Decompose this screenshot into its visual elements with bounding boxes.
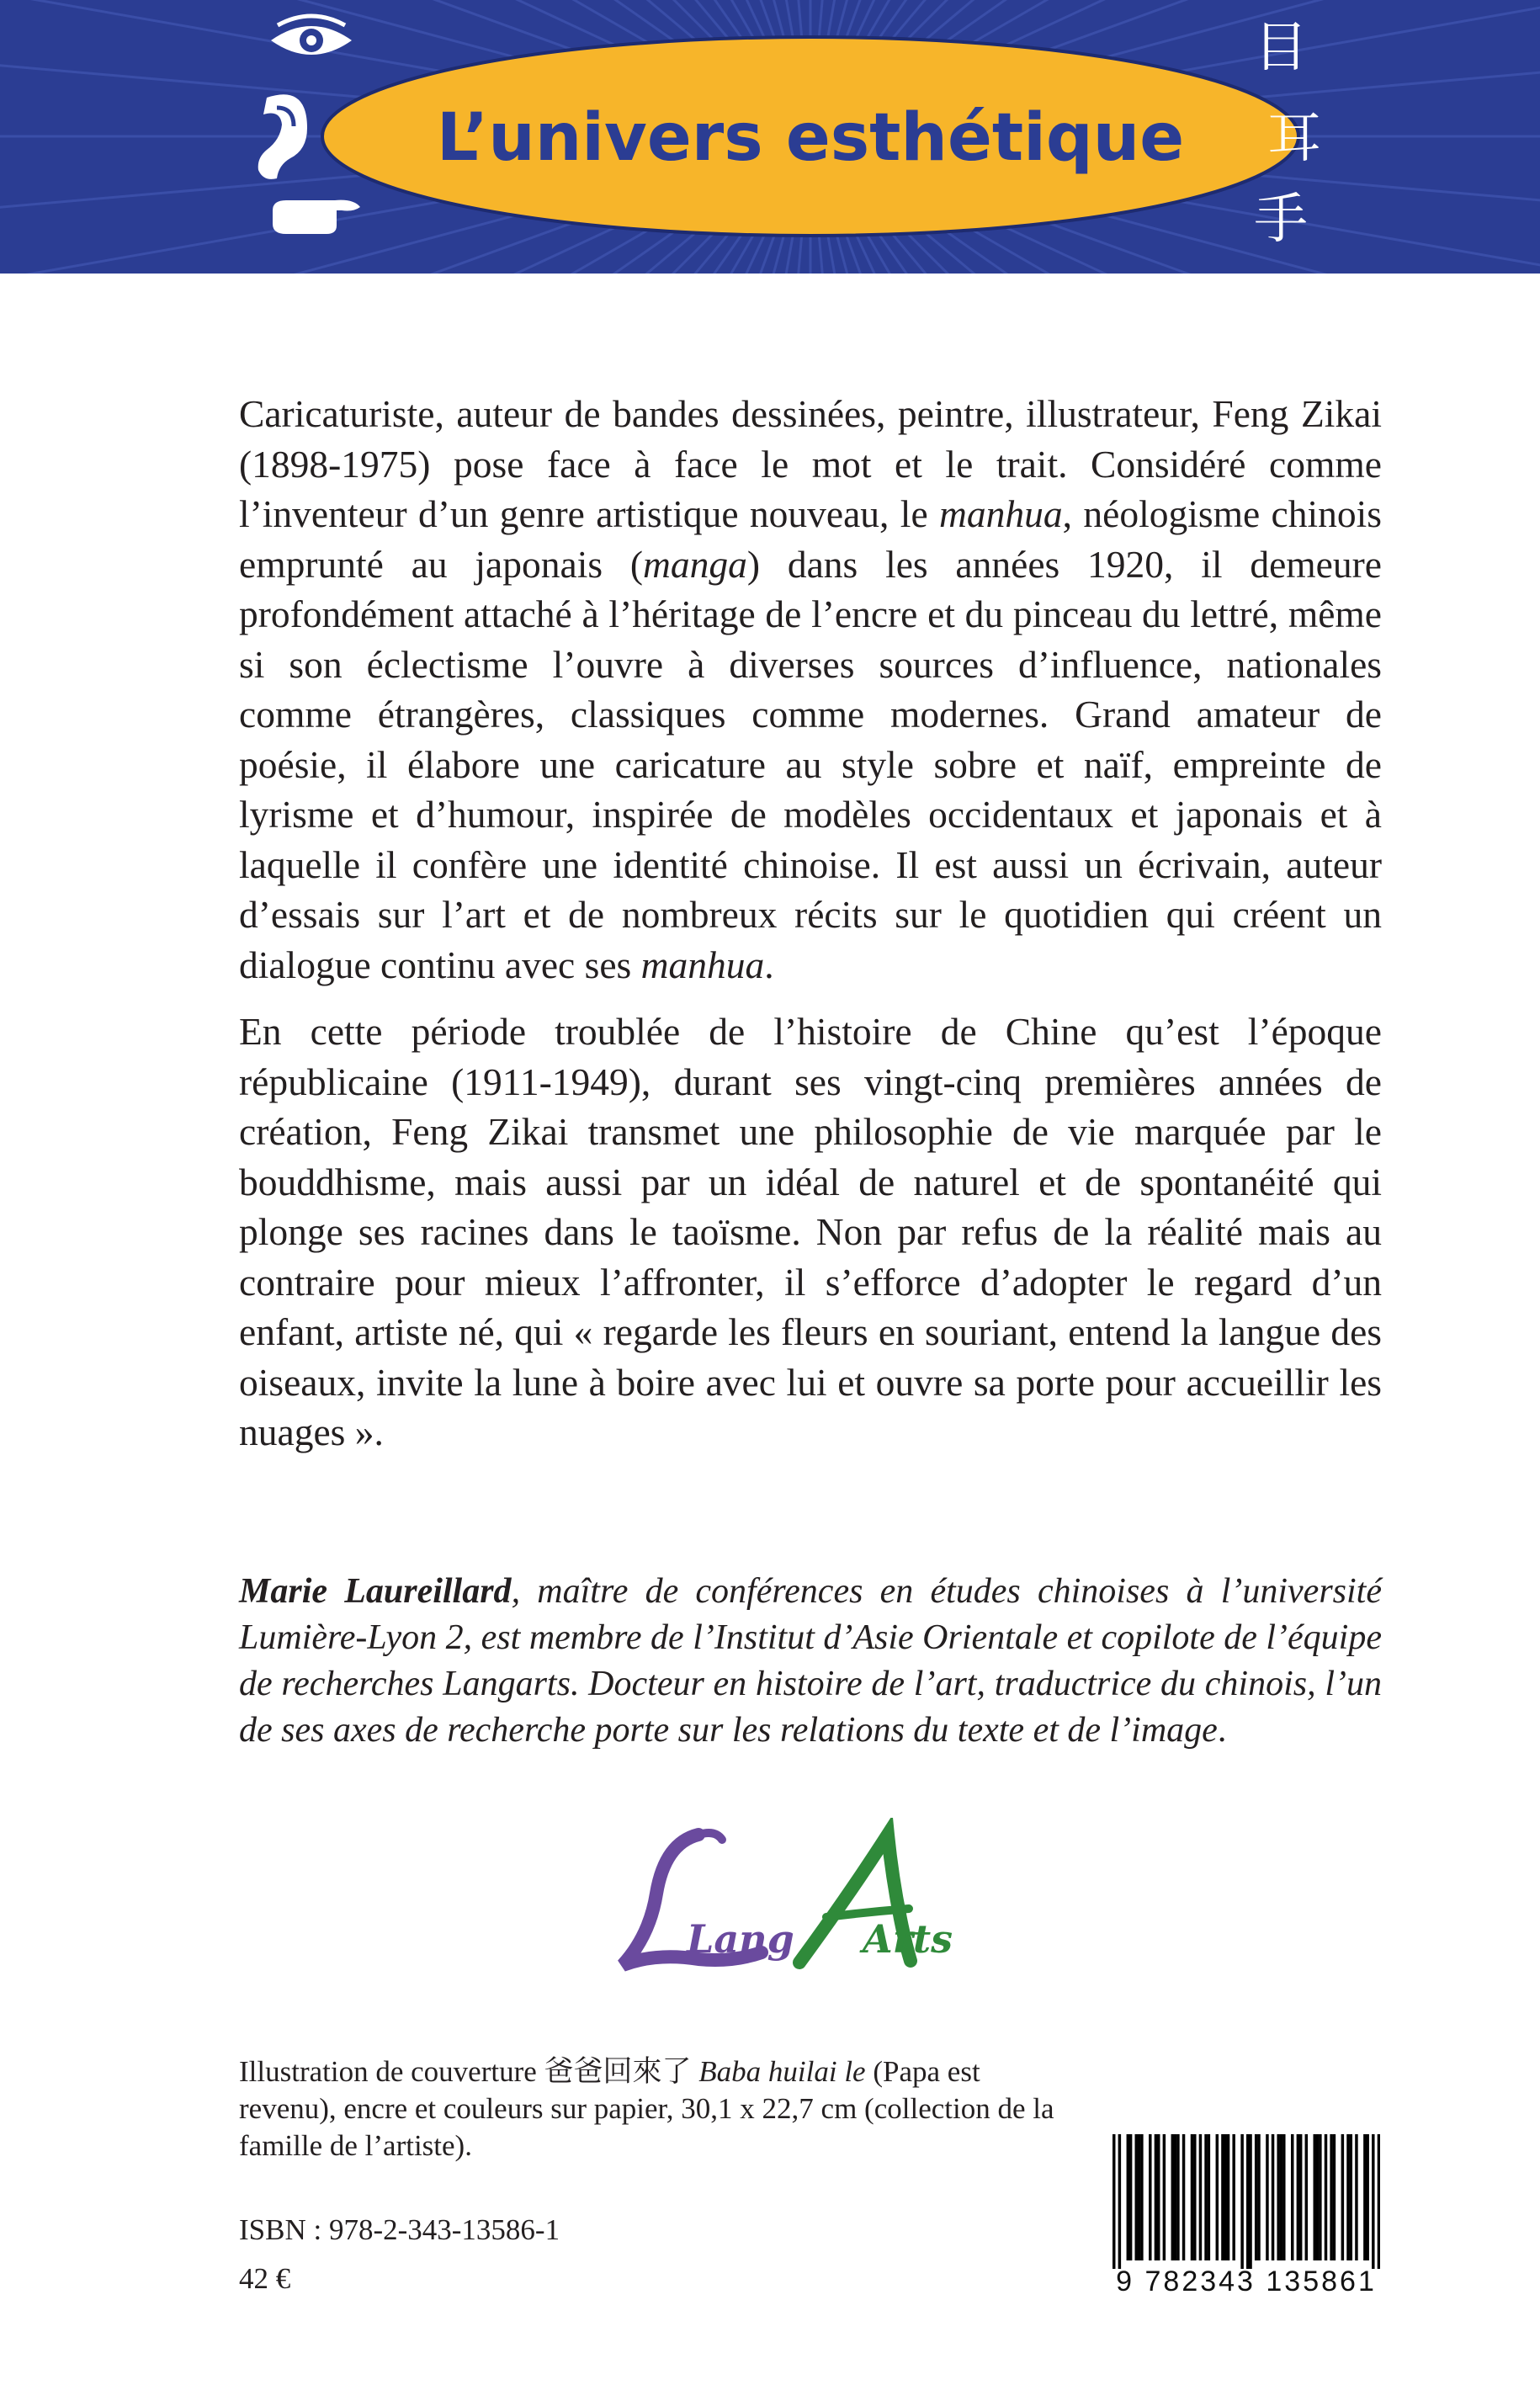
credit-artwork-title: Baba huilai le	[698, 2055, 866, 2088]
barcode-bar	[1193, 2134, 1196, 2260]
blurb-paragraph-1	[239, 389, 1382, 990]
barcode-bar	[1240, 2134, 1243, 2269]
cover-illustration-credit	[239, 2053, 1064, 2165]
barcode-bar	[1366, 2134, 1368, 2260]
barcode-bar	[1135, 2134, 1138, 2260]
p1-term-manhua: manhua	[939, 492, 1063, 535]
credit-text-a: Illustration de couverture	[239, 2055, 544, 2088]
barcode-bar	[1113, 2134, 1115, 2269]
barcode-bar	[1149, 2134, 1151, 2260]
price: 42 €	[239, 2262, 291, 2295]
barcode-bar	[1299, 2134, 1302, 2260]
p1-text-g: .	[764, 943, 774, 986]
author-bio-end: .	[1217, 1711, 1227, 1750]
p1-term-manhua-2: manhua	[640, 943, 765, 986]
langarts-logo-art	[606, 1818, 1027, 1986]
barcode-bar	[1171, 2134, 1174, 2260]
blurb-paragraph-2: En cette période troublée de l’histoire de Chine qu’est l’époque républicaine (1911-1949), durant ses vingt-cinq premières années de création, Feng Zikai transmet une philosophie de vie marquée par le bouddhisme, mais aussi par un idéal de naturel et de spontanéité qui plonge ses racines dans le taoïsme. Non par refus de la réalité mais au contraire pour mieux l’affronter, il s’efforce d’adopter le regard d’un enfant, artiste né, qui « regarde les fleurs en souriant, entend la langue des oiseaux, invite la lune à boire avec lui et ouvre sa porte pour accueillir les nuages ».	[239, 1010, 1382, 1453]
barcode-bar	[1333, 2134, 1336, 2260]
barcode-bar	[1232, 2134, 1235, 2260]
barcode-bar	[1305, 2134, 1308, 2260]
back-cover-blurb	[239, 389, 1382, 1474]
header-banner-art	[0, 0, 1540, 274]
p1-text-a: Caricaturiste, auteur de bandes dessinées, peintre, illustrateur, Feng Zikai (1898-1975) pose face à face le mot et le trait. Considéré comme l’inventeur d’un genre artistique nouveau, le	[239, 392, 1382, 535]
barcode-bar	[1191, 2134, 1193, 2260]
barcode-bar	[1199, 2134, 1202, 2260]
barcode-bar	[1204, 2134, 1207, 2260]
barcode-bar	[1316, 2134, 1319, 2260]
barcode-bar	[1277, 2134, 1279, 2260]
barcode-bar	[1291, 2134, 1293, 2260]
barcode-bar	[1174, 2134, 1176, 2260]
credit-text-b: (Papa est revenu), encre et couleurs sur papier, 30,1 x 22,7 cm (collection de la famille de l’artiste).	[239, 2055, 1054, 2162]
barcode-bar	[1346, 2134, 1349, 2260]
author-bio	[239, 1569, 1382, 1754]
barcode-bar	[1255, 2134, 1257, 2260]
barcode-bar	[1372, 2134, 1374, 2269]
author-bio-text: , maître de conférences en études chinoises à l’université Lumière-Lyon 2, est membre de l’Institut d’Asie Orientale et copilote de l’équipe de recherches Langarts. Docteur en histoire de l’art, traductrice du chinois, l’un de ses axes de recherche porte sur les relations du texte et de l’image	[239, 1572, 1382, 1750]
barcode-bar	[1378, 2134, 1380, 2269]
barcode-bar	[1176, 2134, 1179, 2260]
barcode-bar	[1249, 2134, 1251, 2269]
barcode-bar	[1350, 2134, 1352, 2260]
series-title: L’univers esthétique	[436, 100, 1185, 176]
p1-text-c: , néologisme chinois emprunté au japonais (	[239, 492, 1382, 586]
isbn-number: ISBN : 978-2-343-13586-1	[239, 2213, 560, 2246]
barcode-bar	[1182, 2134, 1185, 2260]
barcode-bar	[1155, 2134, 1157, 2260]
author-name: Marie Laureillard	[239, 1572, 512, 1611]
barcode-bar	[1272, 2134, 1274, 2260]
barcode-bar	[1221, 2134, 1224, 2260]
barcode-bar	[1127, 2134, 1129, 2260]
credit-cjk-title: 爸爸回來了	[544, 2055, 692, 2089]
barcode-bar	[1266, 2134, 1268, 2260]
barcode-bar	[1216, 2134, 1219, 2260]
cjk-hand-char: 手	[1254, 189, 1308, 251]
cjk-ear-char: 耳	[1267, 108, 1321, 170]
cjk-eye-char: 目	[1254, 17, 1308, 79]
header-banner	[0, 0, 1540, 274]
barcode-bar	[1341, 2134, 1344, 2260]
barcode-digits: 9 782343 135861	[1116, 2265, 1377, 2297]
barcode-bar	[1319, 2134, 1321, 2260]
langarts-logo	[606, 1818, 1027, 1986]
barcode-bar	[1140, 2134, 1143, 2260]
barcode-bar	[1355, 2134, 1357, 2260]
barcode-bar	[1297, 2134, 1299, 2260]
barcode-bar	[1280, 2134, 1282, 2260]
p1-text-e: ) dans les années 1920, il demeure profondément attaché à l’héritage de l’encre et du pinceau du lettré, même si son éclectisme l’ouvre à diverses sources d’influence, nationales comme étrangères, classiques comme modernes. Grand amateur de poésie, il élabore une caricature au style sobre et naïf, empreinte de lyrisme et d’humour, inspirée de modèles occidentaux et japonais et à laquelle il confère une identité chinoise. Il est aussi un écrivain, auteur d’essais sur l’art et de nombreux récits sur le quotidien qui créent un dialogue continu avec ses	[239, 542, 1382, 986]
barcode-bar	[1138, 2134, 1140, 2260]
barcode-bars	[1113, 2134, 1380, 2269]
barcode-bar	[1282, 2134, 1285, 2260]
barcode-bar	[1363, 2134, 1366, 2260]
logo-lang-text: Lang	[687, 1916, 794, 1962]
logo-arts-text: Arts	[863, 1916, 953, 1962]
barcode-bar	[1157, 2134, 1160, 2260]
barcode-bar	[1208, 2134, 1210, 2260]
barcode-bar	[1314, 2134, 1316, 2260]
barcode-bar	[1325, 2134, 1327, 2260]
barcode-bar	[1227, 2134, 1229, 2260]
barcode-bar	[1118, 2134, 1121, 2269]
p1-term-manga: manga	[643, 542, 747, 586]
barcode-bar	[1246, 2134, 1249, 2269]
barcode-bar	[1224, 2134, 1227, 2260]
barcode-bar	[1330, 2134, 1332, 2260]
barcode-bar	[1129, 2134, 1132, 2260]
barcode-bar	[1163, 2134, 1166, 2260]
barcode-bar	[1257, 2134, 1260, 2260]
